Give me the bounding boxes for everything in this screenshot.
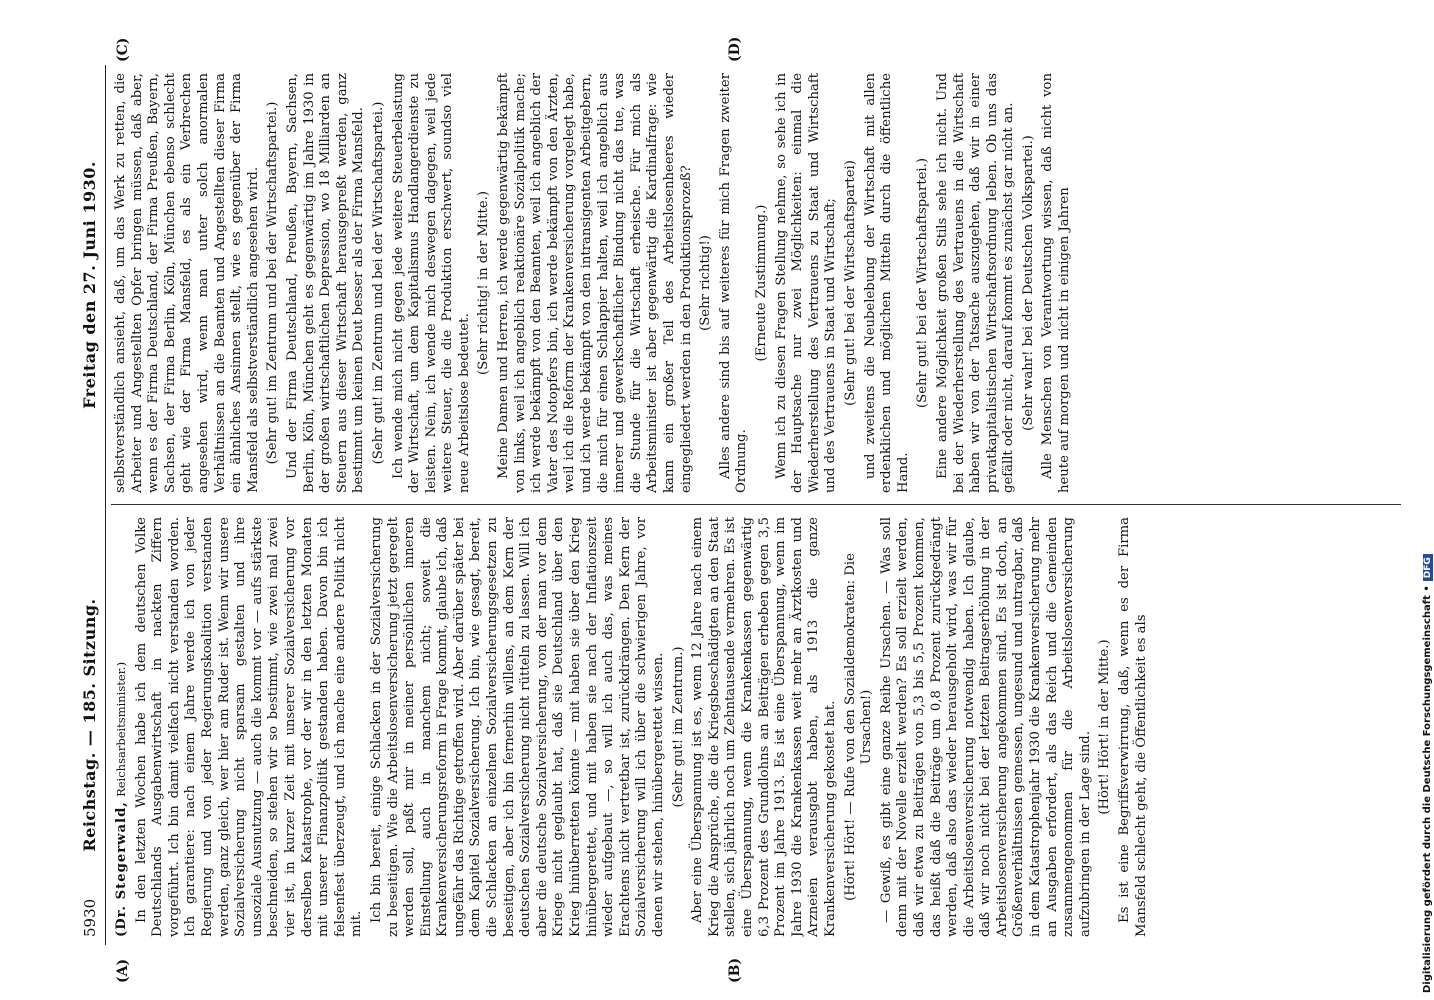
- margin-marker-a: (A): [115, 958, 131, 983]
- interjection: (Sehr gut! im Zentrum und bei der Wirtschaftspartei.): [370, 101, 386, 465]
- paragraph: Alle Menschen von Verantwortung wissen, daß nicht von heute auf morgen und nicht in einigen Jahren: [1040, 73, 1073, 493]
- interjection: (Sehr richtig! in der Mitte.): [476, 191, 492, 375]
- dfg-logo: DFG: [1423, 554, 1433, 581]
- paragraph: Und der Firma Deutschland, Preußen, Bayern, Sachsen, Berlin, Köln, München geht es gegenwärtig im Jahre 1930 in der großen wirtschaftlichen Depression, wo 18 Milliarden an Steuern aus dieser Wirtschaft herausgepreßt werden, ganz bestimmt um keinen Deut besser als der Firma Mansfeld.: [284, 73, 367, 493]
- interjection: (Sehr wahr! bei der Deutschen Volkspartei.): [1020, 135, 1036, 431]
- paragraph: — Gewiß, es gibt eine ganze Reihe Ursachen. — Was soll denn mit der Novelle erzielt werden? Es soll erzielt werden, daß wir etwa zu Beiträgen von 5,3 bis 5,5 Prozent kommen, das heißt daß die Beiträge um 0,8 Prozent zurückgedrängt werden, daß also das wieder herausgeholt wird, was wir für die Arbeitslosenversicherung notwendig haben. Ich glaube, daß wir noch nicht bei der letzten Beitragserhöhung in der Arbeitslosenversicherung angekommen sind. Es ist doch, an Größenverhältnissen gemessen, ungesund und untragbar, daß in dem Katastrophenjahr 1930 die Krankenversicherung mehr an Ausgaben erfordert, als das Reich und die Gemeinden zusammengenommen für die Arbeitslosenversicherung aufzubringen in der Lage sind.: [878, 517, 1093, 937]
- margin-marker-b: (B): [727, 957, 743, 983]
- column-divider: [111, 504, 1401, 505]
- header-title-left: Reichstag. — 185. Sitzung.: [80, 598, 99, 852]
- paragraph: In den letzten Wochen habe ich dem deutschen Volke Deutschlands Ausgabenwirtschaft in nackten Ziffern vorgeführt. Ich bin damit vielfach nicht verstanden worden. Ich garantiere: nach einem Jahre werde ich von jeder Regierung und von jeder Regierungskoalition verstanden werden, ganz gleich, wer hier am Ruder ist. Wenn wir unsere Sozialversicherung nicht sparsam gestalten und ihre unsoziale Ausnutzung — auch die kommt vor — aufs stärkste beschneiden, so stehen wir so bestimmt, wie zwei mal zwei vier ist, in kurzer Zeit mit unserer Sozialversicherung vor derselben Katastrophe, vor der wir in den letzten Monaten mit unserer Finanzpolitik gestanden haben. Davon bin ich felsenfest überzeugt, und ich mache eine andere Politik nicht mit.: [133, 517, 365, 937]
- paragraph: Aber eine Überspannung ist es, wenn 12 Jahre nach einem Krieg die Ansprüche, die die Kriegsbeschädigten an den Staat stellen, sich jährlich noch um Zehntausende vermehren. Es ist eine Überspannung, wenn die Krankenkassen gegenwärtig 6,3 Prozent des Grundlohns an Beiträgen erheben gegen 3,5 Prozent im Jahre 1913. Es ist eine Überspannung, wenn im Jahre 1930 die Krankenkassen weit mehr an Ärztkosten und Arzneien verausgabt haben, als 1913 die ganze Krankenversicherung gekostet hat.: [690, 517, 838, 937]
- paragraph: und zweitens die Neubelebung der Wirtschaft mit allen erdenklichen und möglichen Mitteln durch die öffentliche Hand.: [862, 73, 911, 493]
- paragraph: selbstverständlich ansieht, daß, um das Werk zu retten, die Arbeiter und Angestellten Opfer bringen müssen, daß aber, wenn es der Firma Deutschland, der Firma Preußen, Bayern, Sachsen, der Firma Berlin, Köln, München ebenso schlecht geht wie der Firma Mansfeld, es als ein Verbrechen angesehen wird, wenn man unter solch anormalen Verhältnissen an die Beamten und Angestellten dieser Firma ein ähnliches Ansinnen stellt, wie es gegenüber der Firma Mansfeld als selbstverständlich angesehen wird.: [113, 73, 261, 493]
- margin-marker-d: (D): [727, 36, 743, 62]
- digitization-credit: [1422, 13, 1434, 993]
- interjection: (Sehr gut! im Zentrum.): [670, 646, 686, 808]
- paragraph: Ich bin bereit, einige Schlacken in der Sozialversicherung zu beseitigen. Wie die Arbeitslosenversicherung jetzt geregelt werden soll, paßt mir in meiner persönlichen inneren Einstellung auch in manchem nicht; soweit die Krankenversicherungsreform in Frage kommt, glaube ich, daß ungefähr das Richtige getroffen wird. Aber darüber später bei dem Kapitel Sozialversicherung. Ich bin, wie gesagt, bereit, die Schlacken an einzelnen Sozialversicherungsgesetzen zu beseitigen, aber ich bin fernerhin willens, an dem Kern der deutschen Sozialversicherung nicht rütteln zu lassen. Will ich aber die deutsche Sozialversicherung, von der man vor dem Kriege nicht geglaubt hat, daß sie Deutschland über den Krieg hinüberretten könnte — mit haben sie über den Krieg hinübergerettet, und mit haben sie nach der Inflationszeit wieder aufgebaut —, so will ich auch das, was meines Erachtens nicht vertretbar ist, zurückdrängen. Den Kern der Sozialversicherung will ich über die schwierigen Jahre, vor denen wir stehen, hinübergerettet wissen.: [368, 517, 666, 937]
- speaker-line: [113, 517, 131, 937]
- paragraph: Meine Damen und Herren, ich werde gegenwärtig bekämpft von links, weil ich angeblich reaktionäre Sozialpolitik mache; ich werde bekämpft von den Beamten, weil ich angeblich der Vater des Notopfers bin, ich werde bekämpft von den Ärzten, weil ich die Reform der Krankenversicherung vorgelegt habe, und ich werde bekämpft von den intransigenten Arbeitgebern, die mich für einen Schlappier halten, weil ich angeblich aus innerer und gewerkschaftlicher Bindung nicht das tue, was die Stunde für die Wirtschaft erheische. Für mich als Arbeitsminister ist aber gegenwärtig die Kardinalfrage: wie kann ein großer Teil des Arbeitslosenheeres wieder eingegliedert werden in den Produktionsprozeß?: [496, 73, 694, 493]
- interjection: (Sehr richtig!): [698, 235, 714, 331]
- interjection: (Sehr gut! bei der Wirtschaftspartei): [842, 160, 858, 406]
- interjection: (Sehr gut! im Zentrum und bei der Wirtschaftspartei.): [265, 101, 281, 465]
- credit-text: Digitalisierung gefördert durch die Deutsche Forschungsgemeinschaft •: [1422, 585, 1433, 993]
- interjection: (Erneute Zustimmung.): [753, 204, 769, 362]
- speaker-name: (Dr. Stegerwald,: [114, 801, 129, 937]
- paragraph: Ich wende mich nicht gegen jede weitere Steuerbelastung der Wirtschaft, um dem Kapitalismus Handlangerdienste zu leisten. Nein, ich wende mich deswegen dagegen, weil jede weitere Steuer, die die Produktion erschwert, soundso viel neue Arbeitslose bedeutet.: [390, 73, 472, 493]
- page-number: 5930: [81, 898, 99, 937]
- paragraph: Alles andere sind bis auf weiteres für mich Fragen zweiter Ordnung.: [717, 73, 750, 493]
- paragraph: Eine andere Möglichkeit großen Stils sehe ich nicht. Und bei der Wiederherstellung des Vertrauens in die Wirtschaft haben wir von der Tatsache auszugehen, daß wir in einer privatkapitalistischen Wirtschaftsordnung leben. Ob uns das gefällt oder nicht, darauf kommt es zunächst gar nicht an.: [934, 73, 1017, 493]
- right-column: [113, 73, 1398, 493]
- page-header: [75, 65, 106, 945]
- interjection: (Hört! Hört! in der Mitte.): [1097, 639, 1113, 815]
- left-column: [113, 517, 1398, 937]
- speaker-role: Reichsarbeitsminister.): [114, 661, 128, 797]
- header-title-right: Freitag den 27. Juni 1930.: [80, 161, 99, 409]
- interjection: (Sehr gut! bei der Wirtschaftspartei.): [915, 158, 931, 408]
- paragraph: Wenn ich zu diesen Fragen Stellung nehme, so sehe ich in der Hauptsache nur zwei Möglichkeiten: einmal die Wiederherstellung des Vertrauens zu Staat und Wirtschaft und des Vertrauens in Staat und Wirtschaft;: [773, 73, 839, 493]
- newspaper-sheet: [75, 36, 1405, 983]
- interjection: (Hört! Hört! — Rufe von den Sozialdemokraten: Die Ursachen!): [842, 553, 875, 901]
- paragraph: Es ist eine Begriffsverwirrung, daß, wenn es der Firma Mansfeld schlecht geht, die Öffentlichkeit es als: [1117, 517, 1149, 937]
- margin-marker-c: (C): [115, 37, 131, 62]
